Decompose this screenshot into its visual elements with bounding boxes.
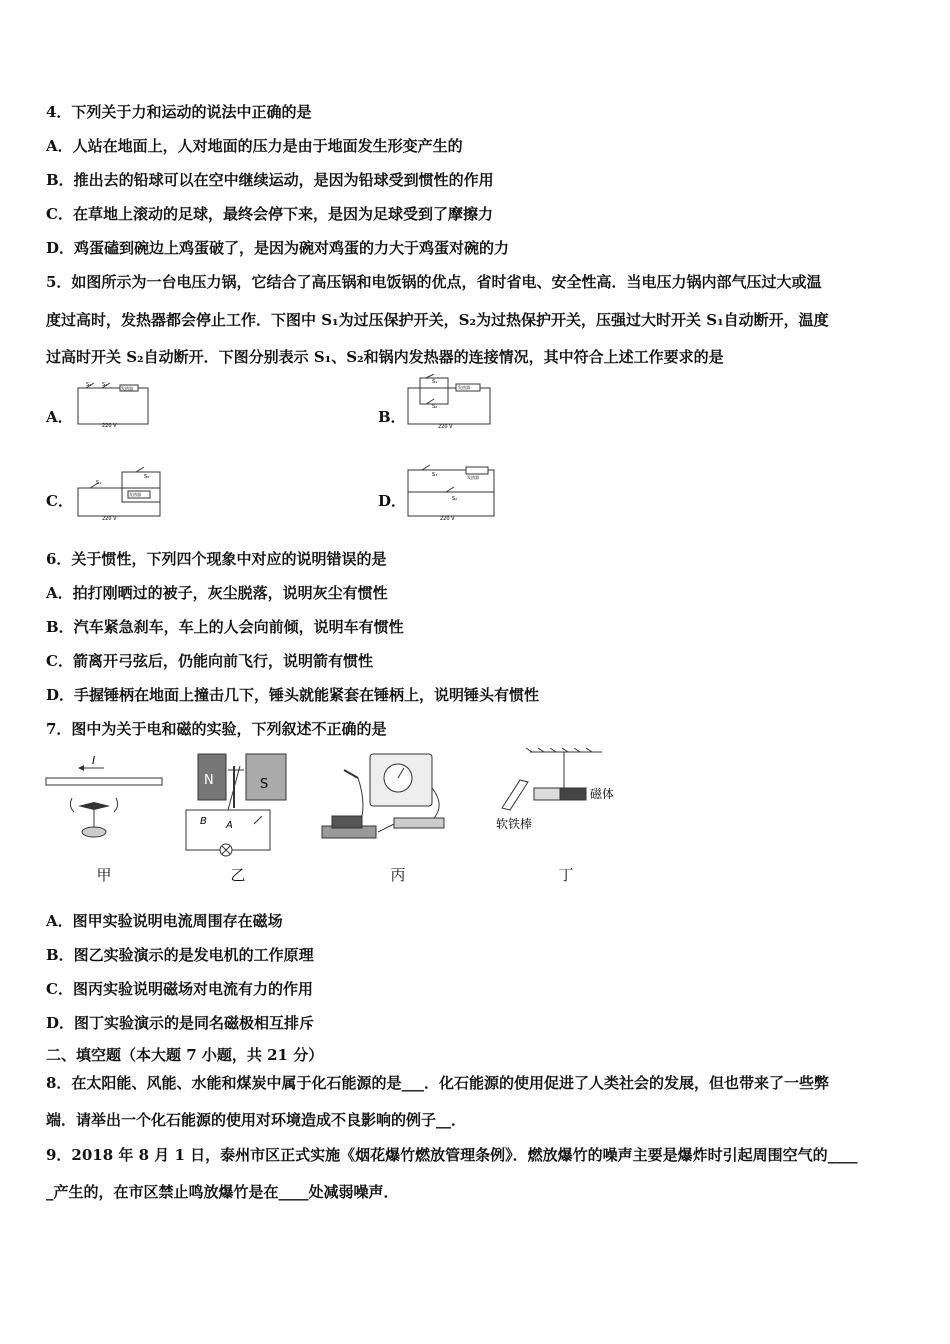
q4-stem: 4．下列关于力和运动的说法中正确的是 [46, 103, 312, 121]
q5-c-s2: S₂ [144, 474, 150, 480]
q8-line1: 8．在太阳能、风能、水能和煤炭中属于化石能源的是___．化石能源的使用促进了人类社会的发展，但也带来了一些弊 [46, 1074, 829, 1092]
q9-line2: _产生的，在市区禁止鸣放爆竹是在____处减弱噪声． [46, 1183, 399, 1201]
q8-line2: 端．请举出一个化石能源的使用对环境造成不良影响的例子__． [46, 1111, 467, 1129]
q7-figure-jia [44, 752, 164, 844]
q4-option-a: A．人站在地面上，人对地面的压力是由于地面发生形变产生的 [46, 137, 463, 155]
q5-d-heater: 发热器 [467, 475, 479, 480]
q7-figure-ding [490, 748, 630, 844]
q4-option-d: D．鸡蛋磕到碗边上鸡蛋破了，是因为碗对鸡蛋的力大于鸡蛋对碗的力 [46, 239, 510, 257]
q4-option-c: C．在草地上滚动的足球，最终会停下来，是因为足球受到了摩擦力 [46, 205, 493, 223]
q5-b-s1: S₁ [432, 379, 438, 385]
q5-a-voltage: 220 V [102, 423, 117, 429]
q5-b-voltage: 220 V [438, 424, 453, 430]
q5-d-s1: S₁ [432, 472, 438, 478]
q7-yi-a-label: A [226, 820, 233, 831]
q5-d-s2: S₂ [452, 496, 458, 502]
q6-option-d: D．手握锤柄在地面上撞击几下，锤头就能紧套在锤柄上，说明锤头有惯性 [46, 686, 540, 704]
q7-figure-bing [318, 748, 458, 848]
q7-jia-current-label: I [92, 754, 96, 767]
q7-stem: 7．图中为关于电和磁的实验，下列叙述不正确的是 [46, 720, 387, 738]
q9-line1: 9．2018 年 8 月 1 日，泰州市区正式实施《烟花爆竹燃放管理条例》．燃放爆竹的噪声主要是爆炸时引起周围空气的____ [46, 1146, 858, 1164]
q5-a-s1: S₁ [86, 382, 92, 388]
q7-option-b: B．图乙实验演示的是发电机的工作原理 [46, 946, 314, 964]
section-2-heading: 二、填空题（本大题 7 小题，共 21 分） [46, 1046, 324, 1064]
q4-option-b: B．推出去的铅球可以在空中继续运动，是因为铅球受到惯性的作用 [46, 171, 494, 189]
q5-d-voltage: 220 V [440, 516, 455, 522]
q7-option-a: A．图甲实验说明电流周围存在磁场 [46, 912, 283, 930]
q5-option-d-label: D． [378, 492, 407, 510]
q7-ding-iron-label: 软铁棒 [496, 817, 533, 831]
q5-a-heater: 发热器 [121, 386, 133, 391]
q5-c-heater: 发热器 [129, 492, 141, 497]
q5-circuit-a [72, 380, 152, 430]
q7-option-d: D．图丁实验演示的是同名磁极相互排斥 [46, 1014, 315, 1032]
q5-option-c-label: C． [46, 492, 73, 510]
q6-option-c: C．箭离开弓弦后，仍能向前飞行，说明箭有惯性 [46, 652, 373, 670]
q5-circuit-d [402, 460, 498, 522]
q5-stem-line3: 过高时开关 S₂自动断开．下图分别表示 S₁、S₂和锅内发热器的连接情况，其中符合上述工作要求的是 [46, 348, 724, 366]
q7-yi-south-label: S [260, 777, 269, 792]
q7-caption-yi: 乙 [230, 866, 246, 884]
q7-yi-north-label: N [204, 773, 214, 788]
q7-figure-yi [178, 748, 296, 860]
q5-option-b-label: B． [378, 408, 406, 426]
q7-option-c: C．图丙实验说明磁场对电流有力的作用 [46, 980, 313, 998]
q5-stem-line2: 度过高时，发热器都会停止工作．下图中 S₁为过压保护开关，S₂为过热保护开关，压强过大时开关 S₁自动断开，温度 [46, 311, 829, 329]
q5-circuit-b [402, 374, 494, 432]
q5-circuit-c [72, 466, 164, 522]
q7-caption-ding: 丁 [558, 866, 574, 884]
q6-option-a: A．拍打刚晒过的被子，灰尘脱落，说明灰尘有惯性 [46, 584, 388, 602]
q5-stem-line1: 5．如图所示为一台电压力锅，它结合了高压锅和电饭锅的优点，省时省电、安全性高．当电压力锅内部气压过大或温 [46, 273, 822, 291]
q5-c-voltage: 220 V [102, 516, 117, 522]
q7-caption-jia: 甲 [96, 866, 112, 884]
q6-option-b: B．汽车紧急刹车，车上的人会向前倾，说明车有惯性 [46, 618, 404, 636]
q6-stem: 6．关于惯性，下列四个现象中对应的说明错误的是 [46, 550, 387, 568]
q5-option-a-label: A． [46, 408, 73, 426]
q7-caption-bing: 丙 [390, 866, 406, 884]
q5-c-s1: S₁ [96, 480, 102, 486]
q7-yi-b-label: B [200, 816, 207, 827]
q5-b-s2: S₂ [432, 404, 438, 410]
q5-a-s2: S₂ [102, 382, 108, 388]
q7-ding-magnet-label: 磁体 [590, 787, 615, 801]
q5-b-heater: 发热器 [458, 385, 470, 390]
